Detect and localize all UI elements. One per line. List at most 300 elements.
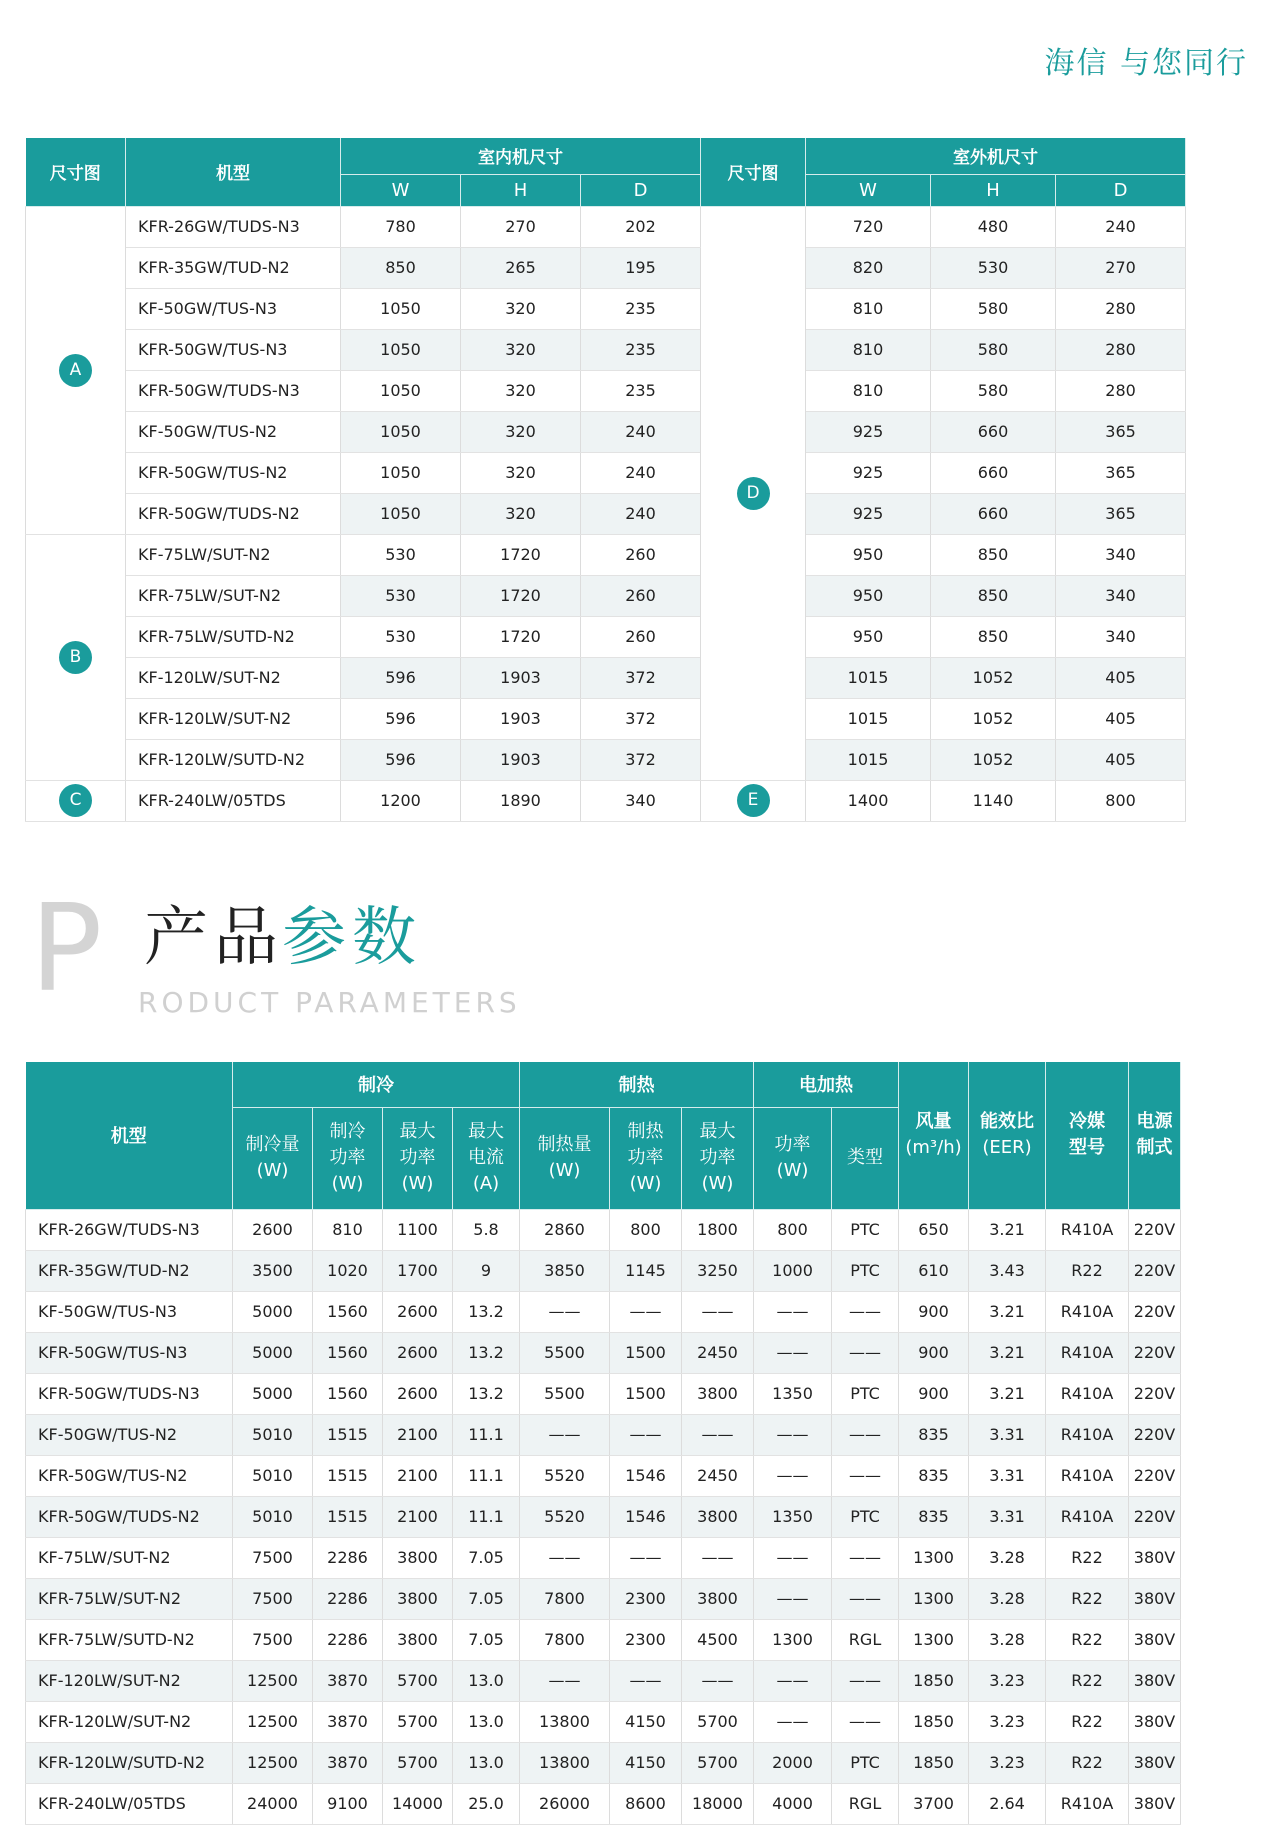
header-power-line1: 电源: [1136, 1111, 1173, 1133]
param-cell: 220V: [1129, 1250, 1181, 1291]
subheader-line: (W): [331, 1173, 364, 1194]
model-cell: KFR-240LW/05TDS: [126, 780, 341, 821]
indoor-dim-cell: 1720: [461, 575, 581, 616]
param-cell: 1515: [313, 1455, 383, 1496]
indoor-dim-cell: 270: [461, 206, 581, 247]
param-cell: 220V: [1129, 1332, 1181, 1373]
param-cell: 2450: [682, 1332, 754, 1373]
param-cell: 380V: [1129, 1701, 1181, 1742]
param-cell: R22: [1046, 1619, 1129, 1660]
param-cell: 5500: [520, 1332, 610, 1373]
subheader-6: [682, 1107, 754, 1209]
outdoor-dim-cell: 925: [806, 493, 931, 534]
table-row: [26, 329, 1186, 370]
param-cell: 5000: [233, 1332, 313, 1373]
param-cell: RGL: [832, 1619, 899, 1660]
table-row: [26, 1537, 1181, 1578]
header-refrigerant-line1: 冷媒: [1069, 1111, 1106, 1133]
param-cell: R410A: [1046, 1414, 1129, 1455]
subheader-line: 功率: [399, 1147, 436, 1168]
table-row: [26, 575, 1186, 616]
param-cell: R22: [1046, 1578, 1129, 1619]
param-cell: 3800: [682, 1496, 754, 1537]
table-row: [26, 411, 1186, 452]
outdoor-dim-cell: 1015: [806, 698, 931, 739]
outdoor-dim-cell: 280: [1056, 370, 1186, 411]
param-cell: 5700: [383, 1701, 453, 1742]
param-cell: R410A: [1046, 1332, 1129, 1373]
subheader-indoor-d: D: [581, 174, 701, 206]
table-row: [26, 1783, 1181, 1824]
indoor-dim-cell: 320: [461, 493, 581, 534]
subheader-8: [832, 1107, 899, 1209]
header-airflow: [899, 1062, 969, 1209]
indoor-dim-cell: 320: [461, 329, 581, 370]
indoor-dim-cell: 596: [341, 739, 461, 780]
outdoor-dim-cell: 660: [931, 493, 1056, 534]
indoor-dim-cell: 596: [341, 698, 461, 739]
param-cell: ——: [520, 1660, 610, 1701]
model-cell: KF-50GW/TUS-N2: [126, 411, 341, 452]
size-chart-label: E: [737, 784, 770, 817]
indoor-dim-cell: 260: [581, 534, 701, 575]
param-cell: 5700: [383, 1660, 453, 1701]
header-size-chart-right: 尺寸图: [701, 138, 806, 206]
param-cell: 380V: [1129, 1619, 1181, 1660]
param-cell: 2450: [682, 1455, 754, 1496]
outdoor-dim-cell: 1015: [806, 739, 931, 780]
param-cell: 12500: [233, 1660, 313, 1701]
param-cell: 7500: [233, 1578, 313, 1619]
outdoor-dim-cell: 1140: [931, 780, 1056, 821]
subheader-5: [610, 1107, 682, 1209]
size-chart-cell: [701, 780, 806, 821]
size-chart-cell: [26, 206, 126, 534]
indoor-dim-cell: 596: [341, 657, 461, 698]
param-cell: 26000: [520, 1783, 610, 1824]
subheader-line: 功率: [774, 1134, 811, 1155]
indoor-dim-cell: 1050: [341, 452, 461, 493]
param-cell: PTC: [832, 1209, 899, 1250]
model-cell: KFR-50GW/TUDS-N2: [126, 493, 341, 534]
param-cell: ——: [754, 1537, 832, 1578]
param-cell: 3.28: [969, 1537, 1046, 1578]
param-cell: 3800: [682, 1373, 754, 1414]
param-cell: 220V: [1129, 1414, 1181, 1455]
outdoor-dim-cell: 340: [1056, 534, 1186, 575]
param-cell: 7800: [520, 1619, 610, 1660]
param-cell: R22: [1046, 1537, 1129, 1578]
param-cell: ——: [832, 1455, 899, 1496]
param-cell: 7500: [233, 1537, 313, 1578]
outdoor-dim-cell: 1400: [806, 780, 931, 821]
section-letter: P: [30, 880, 103, 1019]
model-cell: KFR-50GW/TUDS-N2: [26, 1496, 233, 1537]
param-cell: 1800: [682, 1209, 754, 1250]
subheader-3: [453, 1107, 520, 1209]
param-cell: 7.05: [453, 1537, 520, 1578]
size-chart-label: B: [59, 641, 92, 674]
table-row: [26, 1455, 1181, 1496]
table-row: [26, 1701, 1181, 1742]
param-cell: 4150: [610, 1742, 682, 1783]
param-cell: 1020: [313, 1250, 383, 1291]
param-cell: 1000: [754, 1250, 832, 1291]
table-row: [26, 1332, 1181, 1373]
param-cell: 12500: [233, 1742, 313, 1783]
param-cell: R22: [1046, 1250, 1129, 1291]
outdoor-dim-cell: 810: [806, 288, 931, 329]
indoor-dim-cell: 240: [581, 452, 701, 493]
param-cell: 13800: [520, 1742, 610, 1783]
param-cell: 13.2: [453, 1291, 520, 1332]
subheader-line: (W): [401, 1173, 434, 1194]
indoor-dim-cell: 1050: [341, 288, 461, 329]
model-cell: KFR-120LW/SUT-N2: [26, 1701, 233, 1742]
param-cell: ——: [754, 1660, 832, 1701]
model-cell: KFR-26GW/TUDS-N3: [126, 206, 341, 247]
indoor-dim-cell: 260: [581, 616, 701, 657]
param-cell: 13.0: [453, 1742, 520, 1783]
size-chart-cell: [26, 780, 126, 821]
subheader-line: (A): [472, 1173, 500, 1194]
param-cell: 3.28: [969, 1578, 1046, 1619]
indoor-dim-cell: 235: [581, 288, 701, 329]
subheader-7: [754, 1107, 832, 1209]
section-title-teal: 参数: [282, 901, 422, 975]
param-cell: 25.0: [453, 1783, 520, 1824]
param-cell: ——: [832, 1291, 899, 1332]
indoor-dim-cell: 850: [341, 247, 461, 288]
indoor-dim-cell: 530: [341, 616, 461, 657]
table-row: [26, 247, 1186, 288]
param-cell: 5700: [682, 1742, 754, 1783]
header-model: 机型: [26, 1062, 233, 1209]
param-cell: 380V: [1129, 1578, 1181, 1619]
subheader-line: 电流: [468, 1147, 504, 1168]
outdoor-dim-cell: 1015: [806, 657, 931, 698]
param-cell: 2000: [754, 1742, 832, 1783]
model-cell: KFR-75LW/SUT-N2: [126, 575, 341, 616]
indoor-dim-cell: 1050: [341, 370, 461, 411]
param-cell: 1850: [899, 1660, 969, 1701]
param-cell: R22: [1046, 1742, 1129, 1783]
param-cell: R410A: [1046, 1455, 1129, 1496]
param-cell: 5000: [233, 1291, 313, 1332]
model-cell: KF-75LW/SUT-N2: [26, 1537, 233, 1578]
subheader-outdoor-w: W: [806, 174, 931, 206]
param-cell: 5700: [682, 1701, 754, 1742]
table-row: [26, 780, 1186, 821]
table-row: [26, 616, 1186, 657]
outdoor-dim-cell: 950: [806, 534, 931, 575]
subheader-line: 功率: [699, 1147, 736, 1168]
outdoor-dim-cell: 1052: [931, 739, 1056, 780]
indoor-dim-cell: 340: [581, 780, 701, 821]
outdoor-dim-cell: 1052: [931, 698, 1056, 739]
brand-slogan: 海信 与您同行: [1044, 46, 1248, 81]
outdoor-dim-cell: 580: [931, 329, 1056, 370]
table-row: [26, 1291, 1181, 1332]
param-cell: 9: [453, 1250, 520, 1291]
param-cell: 1850: [899, 1742, 969, 1783]
table-row: [26, 370, 1186, 411]
param-cell: R410A: [1046, 1291, 1129, 1332]
model-cell: KF-120LW/SUT-N2: [126, 657, 341, 698]
model-cell: KFR-120LW/SUTD-N2: [126, 739, 341, 780]
param-cell: 1850: [899, 1701, 969, 1742]
model-cell: KFR-75LW/SUT-N2: [26, 1578, 233, 1619]
param-cell: 2286: [313, 1578, 383, 1619]
param-cell: 3250: [682, 1250, 754, 1291]
param-cell: R22: [1046, 1660, 1129, 1701]
param-cell: ——: [610, 1660, 682, 1701]
param-cell: 380V: [1129, 1742, 1181, 1783]
table-row: [26, 1619, 1181, 1660]
param-cell: PTC: [832, 1742, 899, 1783]
table-row: [26, 1496, 1181, 1537]
param-cell: 3870: [313, 1660, 383, 1701]
indoor-dim-cell: 372: [581, 698, 701, 739]
param-cell: RGL: [832, 1783, 899, 1824]
param-cell: 12500: [233, 1701, 313, 1742]
param-cell: 5000: [233, 1373, 313, 1414]
param-cell: 220V: [1129, 1496, 1181, 1537]
table-row: [26, 288, 1186, 329]
param-cell: 1100: [383, 1209, 453, 1250]
outdoor-dim-cell: 530: [931, 247, 1056, 288]
param-cell: 3.31: [969, 1496, 1046, 1537]
param-cell: 2300: [610, 1619, 682, 1660]
param-cell: R410A: [1046, 1783, 1129, 1824]
outdoor-dim-cell: 405: [1056, 698, 1186, 739]
param-cell: 5.8: [453, 1209, 520, 1250]
param-cell: ——: [610, 1291, 682, 1332]
header-group-heating: 制热: [520, 1062, 754, 1107]
param-cell: ——: [754, 1701, 832, 1742]
param-cell: 13.2: [453, 1373, 520, 1414]
model-cell: KFR-50GW/TUS-N2: [26, 1455, 233, 1496]
param-cell: 2600: [233, 1209, 313, 1250]
param-cell: 7.05: [453, 1578, 520, 1619]
param-cell: ——: [682, 1291, 754, 1332]
param-cell: 2100: [383, 1496, 453, 1537]
header-refrigerant-line2: 型号: [1069, 1137, 1106, 1159]
param-cell: 3870: [313, 1742, 383, 1783]
indoor-dim-cell: 1890: [461, 780, 581, 821]
param-cell: 380V: [1129, 1660, 1181, 1701]
outdoor-dim-cell: 280: [1056, 288, 1186, 329]
model-cell: KFR-120LW/SUTD-N2: [26, 1742, 233, 1783]
subheader-line: 制热: [627, 1121, 664, 1142]
outdoor-dim-cell: 950: [806, 575, 931, 616]
param-cell: 3850: [520, 1250, 610, 1291]
param-cell: ——: [682, 1414, 754, 1455]
param-cell: 1560: [313, 1291, 383, 1332]
header-indoor-size: 室内机尺寸: [341, 138, 701, 174]
param-cell: 4150: [610, 1701, 682, 1742]
param-cell: 7800: [520, 1578, 610, 1619]
param-cell: 7.05: [453, 1619, 520, 1660]
param-cell: ——: [610, 1537, 682, 1578]
param-cell: ——: [610, 1414, 682, 1455]
subheader-line: 最大: [468, 1121, 504, 1142]
subheader-line: (W): [701, 1173, 734, 1194]
table-row: [26, 657, 1186, 698]
subheader-line: (W): [629, 1173, 662, 1194]
model-cell: KFR-240LW/05TDS: [26, 1783, 233, 1824]
param-cell: 3800: [383, 1537, 453, 1578]
param-cell: ——: [682, 1537, 754, 1578]
outdoor-dim-cell: 660: [931, 411, 1056, 452]
param-cell: 1560: [313, 1332, 383, 1373]
param-cell: 24000: [233, 1783, 313, 1824]
subheader-line: (W): [776, 1160, 809, 1181]
param-cell: 1350: [754, 1373, 832, 1414]
subheader-line: 制冷: [329, 1121, 366, 1142]
outdoor-dim-cell: 365: [1056, 452, 1186, 493]
subheader-0: [233, 1107, 313, 1209]
param-cell: 1500: [610, 1332, 682, 1373]
indoor-dim-cell: 1050: [341, 493, 461, 534]
outdoor-dim-cell: 925: [806, 411, 931, 452]
param-cell: 900: [899, 1291, 969, 1332]
param-cell: ——: [682, 1660, 754, 1701]
param-cell: 11.1: [453, 1414, 520, 1455]
size-chart-label: D: [737, 477, 770, 510]
param-cell: 1700: [383, 1250, 453, 1291]
size-chart-cell: [26, 534, 126, 780]
header-power-supply: [1129, 1062, 1181, 1209]
header-eer-unit: (EER): [982, 1137, 1032, 1159]
param-cell: ——: [754, 1332, 832, 1373]
param-cell: 1350: [754, 1496, 832, 1537]
outdoor-dim-cell: 660: [931, 452, 1056, 493]
param-cell: 3.23: [969, 1742, 1046, 1783]
outdoor-dim-cell: 405: [1056, 739, 1186, 780]
model-cell: KF-50GW/TUS-N2: [26, 1414, 233, 1455]
param-cell: 835: [899, 1455, 969, 1496]
param-cell: 3500: [233, 1250, 313, 1291]
param-cell: 3.28: [969, 1619, 1046, 1660]
header-refrigerant: [1046, 1062, 1129, 1209]
outdoor-dim-cell: 480: [931, 206, 1056, 247]
param-cell: 3.31: [969, 1414, 1046, 1455]
param-cell: 3800: [383, 1578, 453, 1619]
outdoor-dim-cell: 240: [1056, 206, 1186, 247]
subheader-1: [313, 1107, 383, 1209]
header-model: 机型: [126, 138, 341, 206]
subheader-line: 最大: [399, 1121, 436, 1142]
subheader-line: 功率: [329, 1147, 366, 1168]
model-cell: KFR-50GW/TUS-N3: [126, 329, 341, 370]
param-cell: 5520: [520, 1496, 610, 1537]
model-cell: KFR-75LW/SUTD-N2: [26, 1619, 233, 1660]
outdoor-dim-cell: 950: [806, 616, 931, 657]
table-row: [26, 1578, 1181, 1619]
subheader-outdoor-d: D: [1056, 174, 1186, 206]
subheader-line: 制热量: [537, 1134, 592, 1155]
param-cell: 1515: [313, 1496, 383, 1537]
param-cell: 14000: [383, 1783, 453, 1824]
header-outdoor-size: 室外机尺寸: [806, 138, 1186, 174]
param-cell: R410A: [1046, 1373, 1129, 1414]
param-cell: ——: [832, 1660, 899, 1701]
param-cell: 13800: [520, 1701, 610, 1742]
param-cell: R22: [1046, 1701, 1129, 1742]
param-cell: 9100: [313, 1783, 383, 1824]
param-cell: PTC: [832, 1250, 899, 1291]
param-cell: 11.1: [453, 1455, 520, 1496]
param-cell: 4500: [682, 1619, 754, 1660]
model-cell: KFR-35GW/TUD-N2: [126, 247, 341, 288]
param-cell: ——: [754, 1291, 832, 1332]
param-cell: 3800: [383, 1619, 453, 1660]
indoor-dim-cell: 320: [461, 288, 581, 329]
param-cell: ——: [832, 1537, 899, 1578]
outdoor-dim-cell: 365: [1056, 411, 1186, 452]
header-eer: [969, 1062, 1046, 1209]
indoor-dim-cell: 530: [341, 575, 461, 616]
subheader-line: 功率: [627, 1147, 664, 1168]
outdoor-dim-cell: 365: [1056, 493, 1186, 534]
param-cell: 2860: [520, 1209, 610, 1250]
param-cell: 2.64: [969, 1783, 1046, 1824]
indoor-dim-cell: 372: [581, 657, 701, 698]
table-row: [26, 1373, 1181, 1414]
table-row: [26, 1742, 1181, 1783]
param-cell: 1560: [313, 1373, 383, 1414]
param-cell: 2100: [383, 1414, 453, 1455]
param-cell: 3870: [313, 1701, 383, 1742]
header-eer-label: 能效比: [980, 1111, 1035, 1133]
indoor-dim-cell: 235: [581, 329, 701, 370]
param-cell: 1145: [610, 1250, 682, 1291]
param-cell: 1546: [610, 1496, 682, 1537]
model-cell: KFR-35GW/TUD-N2: [26, 1250, 233, 1291]
outdoor-dim-cell: 405: [1056, 657, 1186, 698]
model-cell: KFR-50GW/TUS-N2: [126, 452, 341, 493]
param-cell: ——: [832, 1332, 899, 1373]
subheader-outdoor-h: H: [931, 174, 1056, 206]
model-cell: KF-75LW/SUT-N2: [126, 534, 341, 575]
model-cell: KFR-50GW/TUDS-N3: [26, 1373, 233, 1414]
param-cell: 2286: [313, 1619, 383, 1660]
outdoor-dim-cell: 850: [931, 616, 1056, 657]
param-cell: 3.23: [969, 1701, 1046, 1742]
subheader-line: (W): [548, 1160, 581, 1181]
header-group-electric-heating: 电加热: [754, 1062, 899, 1107]
param-cell: ——: [832, 1578, 899, 1619]
param-cell: 220V: [1129, 1455, 1181, 1496]
table-row: [26, 739, 1186, 780]
param-cell: 3.31: [969, 1455, 1046, 1496]
subheader-line: (W): [256, 1160, 289, 1181]
param-cell: ——: [754, 1455, 832, 1496]
model-cell: KF-50GW/TUS-N3: [26, 1291, 233, 1332]
param-cell: 8600: [610, 1783, 682, 1824]
model-cell: KFR-50GW/TUS-N3: [26, 1332, 233, 1373]
header-power-line2: 制式: [1136, 1137, 1173, 1159]
param-cell: 3.21: [969, 1209, 1046, 1250]
param-cell: R410A: [1046, 1209, 1129, 1250]
indoor-dim-cell: 195: [581, 247, 701, 288]
model-cell: KF-50GW/TUS-N3: [126, 288, 341, 329]
param-cell: 220V: [1129, 1291, 1181, 1332]
indoor-dim-cell: 1903: [461, 657, 581, 698]
param-cell: 2600: [383, 1332, 453, 1373]
param-cell: 800: [754, 1209, 832, 1250]
